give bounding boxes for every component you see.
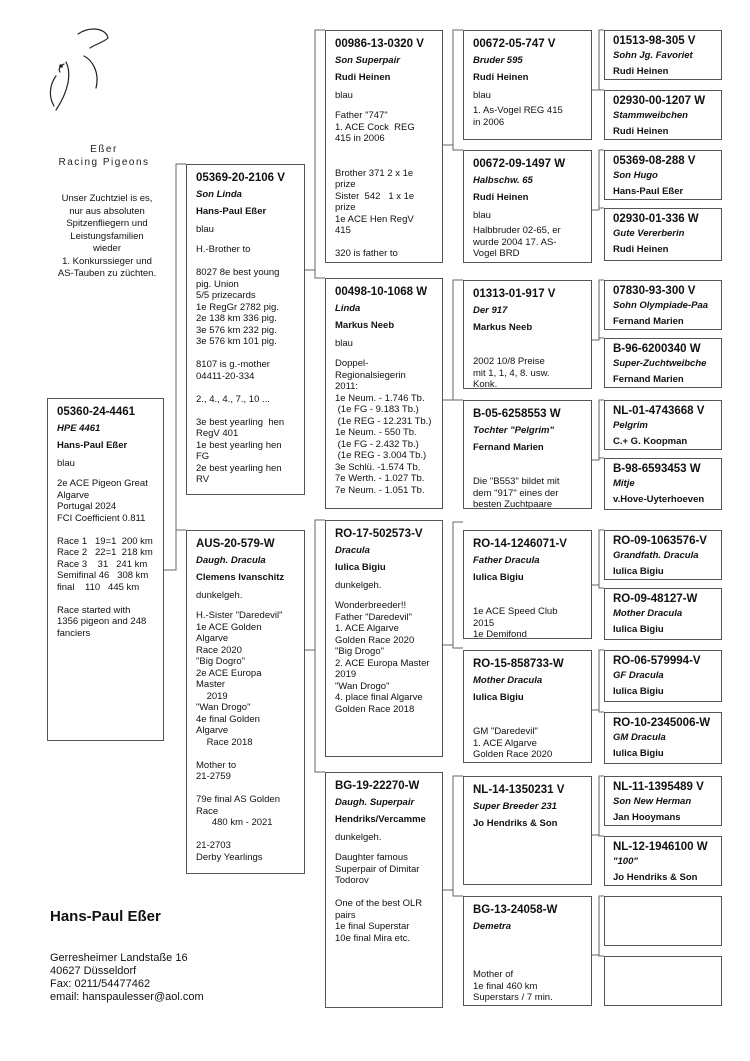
pigeon-name: Super Breeder 231 bbox=[473, 801, 557, 812]
pigeon-notes: 2e ACE Pigeon Great Algarve Portugal 2024 FCI Coefficient 0.811 Race 1 19=1 200 km Race 2 22=1 218 km Race 3 31 241 km Semifinal 46 308 km final 110 445 km Race started with 1356 pigeon and 248 fanciers bbox=[57, 478, 153, 639]
ring-number: RO-09-48127-W bbox=[613, 593, 698, 605]
ring-number: 00498-10-1068 W bbox=[335, 286, 428, 298]
owner-name: Clemens Ivanschitz bbox=[196, 572, 285, 583]
pedigree-ggp-mff bbox=[463, 530, 592, 639]
ring-number: NL-14-1350231 V bbox=[473, 784, 565, 796]
pigeon-notes: Father "747" 1. ACE Cock REG 415 in 2006 Brother 371 2 x 1e prize Sister 542 1 x 1e prize 1e ACE Hen RegV 415 320 is father to bbox=[335, 110, 415, 259]
pigeon-name: Dracula bbox=[335, 545, 370, 556]
owner-name: C.+ G. Koopman bbox=[613, 436, 688, 447]
breeder-address: Gerresheimer Landstaße 16 40627 Düsseldorf Fax: 0211/54477462 email: hanspaulesser@aol.com bbox=[50, 952, 204, 1003]
pigeon-notes: Mother of 1e final 460 km Superstars / 7 min. bbox=[473, 969, 553, 1003]
pigeon-name: Grandfath. Dracula bbox=[613, 550, 699, 561]
pigeon-name: Sohn Olympiade-Paa bbox=[613, 300, 709, 311]
pigeon-name: Tochter "Pelgrim" bbox=[473, 425, 554, 436]
pedigree-ggp-mmm bbox=[463, 896, 592, 1006]
pedigree-ggp-mmf bbox=[463, 776, 592, 885]
pigeon-notes: Wonderbreeder!! Father "Daredevil" 1. ACE Algarve Golden Race 2020 "Big Drogo" 2. ACE Europa Master 2019 "Wan Drogo" 4. place final Algarve Golden Race 2018 bbox=[335, 600, 430, 715]
pedigree-subject bbox=[47, 398, 164, 741]
pigeon-notes: H.-Sister "Daredevil" 1e ACE Golden Algarve Race 2020 "Big Dogro" 2e ACE Europa Master 2019 "Wan Drogo" 4e final Golden Algarve Race 2018 Mother to 21-2759 79e final AS Golden Race 480 km - 2021 21-2703 Derby Yearlings bbox=[196, 610, 283, 863]
ring-number: AUS-20-579-W bbox=[196, 538, 275, 550]
pigeon-name: Der 917 bbox=[473, 305, 508, 316]
pedigree-paternal-grandmother bbox=[325, 278, 443, 509]
owner-name: Rudi Heinen bbox=[335, 72, 391, 83]
pigeon-name: Son New Herman bbox=[613, 796, 692, 807]
pigeon-notes: Die "B553" bildet mit dem "917" eines der besten Zuchtpaare bbox=[473, 476, 560, 509]
pedigree-g4-14 bbox=[604, 836, 722, 886]
owner-name: Rudi Heinen bbox=[613, 66, 669, 77]
pigeon-name: Father Dracula bbox=[473, 555, 540, 566]
pedigree-g4-5 bbox=[604, 280, 722, 330]
pigeon-name: Daugh. Superpair bbox=[335, 797, 415, 808]
owner-name: Iulica Bigiu bbox=[473, 572, 524, 583]
ring-number: 00672-09-1497 W bbox=[473, 158, 566, 170]
pigeon-name: Bruder 595 bbox=[473, 55, 523, 66]
pigeon-name: Daugh. Dracula bbox=[196, 555, 266, 566]
owner-name: Rudi Heinen bbox=[473, 192, 529, 203]
pigeon-name: Son Superpair bbox=[335, 55, 400, 66]
pigeon-name: "100" bbox=[613, 856, 638, 867]
ring-number: NL-12-1946100 W bbox=[613, 841, 708, 853]
ring-number: NL-11-1395489 V bbox=[613, 781, 704, 793]
pigeon-color: dunkelgeh. bbox=[335, 832, 382, 843]
owner-name: Fernand Marien bbox=[473, 442, 544, 453]
owner-name: Hans-Paul Eßer bbox=[196, 206, 267, 217]
owner-name: Hans-Paul Eßer bbox=[613, 186, 684, 197]
pigeon-notes: H.-Brother to 8027 8e best young pig. Union 5/5 prizecards 1e RegGr 2782 pig. 2e 138 km 336 pig. 3e 576 km 232 pig. 3e 576 km 101 pig. 8107 is g.-mother 04411-20-334 2., 4., 4., 7., 10 ... 3e best yearling hen RegV 401 1e best yearling hen FG 2e best yearling hen RV bbox=[196, 244, 285, 485]
pigeon-name: Mitje bbox=[613, 478, 635, 489]
ring-number: 05360-24-4461 bbox=[57, 406, 136, 418]
ring-number: RO-09-1063576-V bbox=[613, 535, 707, 547]
owner-name: Jan Hooymans bbox=[613, 812, 681, 823]
ring-number: 07830-93-300 V bbox=[613, 285, 696, 297]
pedigree-g4-3 bbox=[604, 150, 722, 200]
ring-number: RO-17-502573-V bbox=[335, 528, 423, 540]
owner-name: Iulica Bigiu bbox=[613, 686, 664, 697]
pigeon-color: blau bbox=[473, 90, 491, 101]
owner-name: Hendriks/Vercamme bbox=[335, 814, 426, 825]
pedigree-ggp-fff bbox=[463, 30, 592, 140]
pedigree-g4-8 bbox=[604, 458, 722, 510]
ring-number: RO-10-2345006-W bbox=[613, 717, 711, 729]
pigeon-name: GM Dracula bbox=[613, 732, 666, 743]
pedigree-maternal-grandmother bbox=[325, 772, 443, 1008]
ring-number: RO-06-579994-V bbox=[613, 655, 701, 667]
ring-number: 02930-01-336 W bbox=[613, 213, 699, 225]
pigeon-name: Mother Dracula bbox=[613, 608, 683, 619]
pedigree-g4-10 bbox=[604, 588, 722, 640]
pedigree-g4-6 bbox=[604, 338, 722, 388]
pigeon-name: GF Dracula bbox=[613, 670, 664, 681]
pigeon-notes: 1. As-Vogel REG 415 in 2006 bbox=[473, 105, 563, 128]
pigeon-color: blau bbox=[335, 338, 353, 349]
pigeon-name: Demetra bbox=[473, 921, 512, 932]
pedigree-mother bbox=[186, 530, 305, 874]
owner-name: Iulica Bigiu bbox=[613, 624, 664, 635]
pedigree-ggp-ffm bbox=[463, 150, 592, 263]
pigeon-name: Stammweibchen bbox=[613, 110, 688, 121]
owner-name: Fernand Marien bbox=[613, 374, 684, 385]
pigeon-notes: Doppel- Regionalsiegerin 2011: 1e Neum. - 1.746 Tb. (1e FG - 9.183 Tb.) (1e REG - 12.231 Tb.) 1e Neum. - 550 Tb. (1e FG - 2.432 Tb.) (1e REG - 3.004 Tb.) 3e Schlü. -1.574 Tb. 7e Werth. - 1.027 Tb. 7e Neum. - 1.051 Tb. bbox=[335, 358, 432, 496]
ring-number: 05369-20-2106 V bbox=[196, 172, 285, 184]
ring-number: 01513-98-305 V bbox=[613, 35, 696, 47]
owner-name: Iulica Bigiu bbox=[613, 566, 664, 577]
pedigree-ggp-mfm bbox=[463, 650, 592, 763]
pigeon-name: Son Hugo bbox=[613, 170, 658, 181]
pigeon-name: Linda bbox=[335, 303, 361, 314]
owner-name: Iulica Bigiu bbox=[613, 748, 664, 759]
logo-line-2: Racing Pigeons bbox=[58, 157, 150, 168]
owner-name: v.Hove-Uyterhoeven bbox=[613, 494, 705, 505]
pigeon-name: Super-Zuchtweibche bbox=[613, 358, 707, 369]
owner-name: Rudi Heinen bbox=[613, 126, 669, 137]
owner-name: Hans-Paul Eßer bbox=[57, 440, 128, 451]
pedigree-g4-15 bbox=[604, 896, 722, 946]
pedigree-g4-12 bbox=[604, 712, 722, 764]
owner-name: Markus Neeb bbox=[473, 322, 533, 333]
pigeon-notes: Halbbruder 02-65, er wurde 2004 17. AS- Vogel BRD bbox=[473, 225, 561, 259]
pigeon-name: Sohn Jg. Favoriet bbox=[613, 50, 693, 61]
pigeon-name: Gute Vererberin bbox=[613, 228, 685, 239]
pigeon-name: Son Linda bbox=[196, 189, 242, 200]
pigeon-name: Mother Dracula bbox=[473, 675, 543, 686]
pedigree-maternal-grandfather bbox=[325, 520, 443, 757]
pigeon-name: Pelgrim bbox=[613, 420, 648, 431]
pigeon-name: Halbschw. 65 bbox=[473, 175, 533, 186]
pedigree-g4-16 bbox=[604, 956, 722, 1006]
pigeon-color: blau bbox=[57, 458, 75, 469]
owner-name: Rudi Heinen bbox=[613, 244, 669, 255]
ring-number: 00986-13-0320 V bbox=[335, 38, 424, 50]
pedigree-g4-2 bbox=[604, 90, 722, 140]
ring-number: BG-19-22270-W bbox=[335, 780, 420, 792]
ring-number: 02930-00-1207 W bbox=[613, 95, 706, 107]
ring-number: 01313-01-917 V bbox=[473, 288, 556, 300]
dove-icon bbox=[38, 22, 118, 122]
ring-number: RO-15-858733-W bbox=[473, 658, 564, 670]
ring-number: B-05-6258553 W bbox=[473, 408, 561, 420]
pedigree-father bbox=[186, 164, 305, 495]
pedigree-g4-9 bbox=[604, 530, 722, 580]
pigeon-color: dunkelgeh. bbox=[196, 590, 243, 601]
breeder-name: Hans-Paul Eßer bbox=[50, 908, 161, 925]
owner-name: Jo Hendriks & Son bbox=[613, 872, 698, 883]
pigeon-color: blau bbox=[196, 224, 214, 235]
pigeon-color: dunkelgeh. bbox=[335, 580, 382, 591]
ring-number: BG-13-24058-W bbox=[473, 904, 558, 916]
pedigree-paternal-grandfather bbox=[325, 30, 443, 263]
pigeon-color: blau bbox=[473, 210, 491, 221]
breeding-goal-text: Unser Zuchtziel is es, nur aus absoluten Spitzenfliegern und Leistungsfamilien wieder 1. Konkurssieger und AS-Tauben zu züchten. bbox=[57, 193, 157, 279]
ring-number: 00672-05-747 V bbox=[473, 38, 556, 50]
pedigree-g4-1 bbox=[604, 30, 722, 80]
logo-line-1: Eßer bbox=[90, 144, 118, 155]
owner-name: Markus Neeb bbox=[335, 320, 395, 331]
owner-name: Iulica Bigiu bbox=[473, 692, 524, 703]
owner-name: Fernand Marien bbox=[613, 316, 684, 327]
ring-number: RO-14-1246071-V bbox=[473, 538, 567, 550]
pigeon-name: HPE 4461 bbox=[57, 423, 101, 434]
ring-number: NL-01-4743668 V bbox=[613, 405, 705, 417]
pigeon-notes: 1e ACE Speed Club 2015 1e Demifond bbox=[473, 606, 558, 639]
pigeon-notes: 2002 10/8 Preise mit 1, 1, 4, 8. usw. Konk. bbox=[473, 356, 550, 389]
owner-name: Jo Hendriks & Son bbox=[473, 818, 558, 829]
pigeon-notes: Daughter famous Superpair of Dimitar Todorov One of the best OLR pairs 1e final Superstar 10e final Mira etc. bbox=[335, 852, 423, 944]
owner-name: Iulica Bigiu bbox=[335, 562, 386, 573]
pedigree-g4-4 bbox=[604, 208, 722, 261]
owner-name: Rudi Heinen bbox=[473, 72, 529, 83]
ring-number: B-96-6200340 W bbox=[613, 343, 701, 355]
pedigree-g4-11 bbox=[604, 650, 722, 702]
pedigree-ggp-fmm bbox=[463, 400, 592, 509]
ring-number: 05369-08-288 V bbox=[613, 155, 696, 167]
pedigree-g4-7 bbox=[604, 400, 722, 450]
pigeon-color: blau bbox=[335, 90, 353, 101]
ring-number: B-98-6593453 W bbox=[613, 463, 701, 475]
pedigree-ggp-fmf bbox=[463, 280, 592, 389]
pigeon-notes: GM "Daredevil" 1. ACE Algarve Golden Race 2020 bbox=[473, 726, 553, 760]
pedigree-g4-13 bbox=[604, 776, 722, 826]
